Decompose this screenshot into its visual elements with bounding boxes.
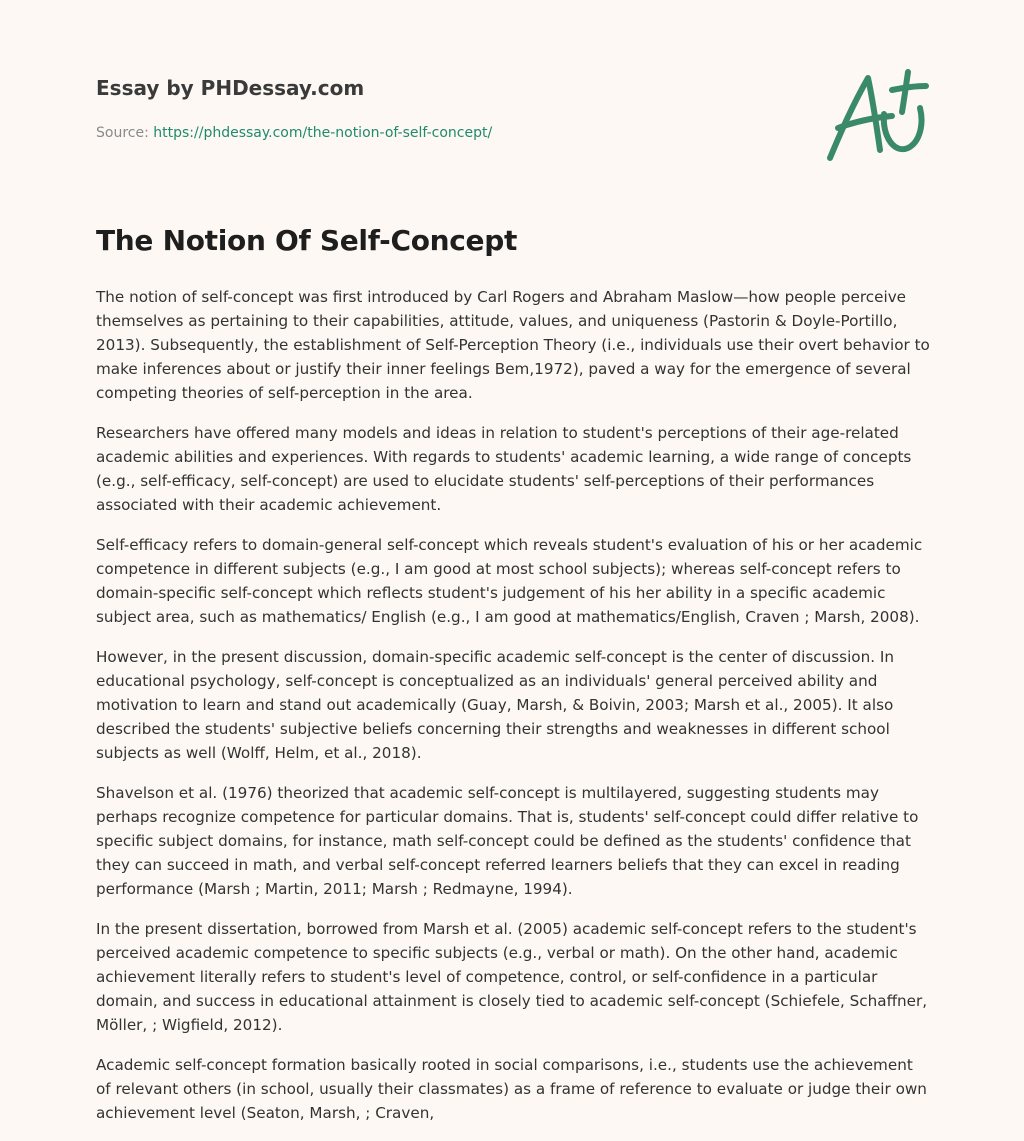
a-plus-logo-icon bbox=[822, 66, 932, 166]
essay-paragraph: Self-efficacy refers to domain-general self-concept which reveals student's evaluation of his or her academic competence in different subjects (e.g., I am good at most school subjects); whereas self-concept refers to domain-specific self-concept which reflects student's judgement of his her ability in a specific academic subject area, such as mathematics/ English (e.g., I am good at mathematics/English, Craven ; Marsh, 2008). bbox=[96, 536, 923, 626]
essay-paragraph: Academic self-concept formation basically rooted in social comparisons, i.e., students use the achievement of relevant others (in school, usually their classmates) as a frame of reference to evaluate or judge their own achievement level (Seaton, Marsh, ; Craven, bbox=[96, 1056, 927, 1122]
site-brand: Essay by PHDessay.com bbox=[96, 76, 365, 100]
essay-paragraph: Researchers have offered many models and ideas in relation to student's perceptions of their age-related academic abilities and experiences. With regards to students' academic learning, a wide range of concepts (e.g., self-efficacy, self-concept) are used to elucidate students' self-perceptions of their performances associated with their academic achievement. bbox=[96, 424, 912, 514]
source-label: Source: bbox=[96, 125, 149, 141]
essay-paragraph: In the present dissertation, borrowed from Marsh et al. (2005) academic self-concept refers to the student's perceived academic competence to specific subjects (e.g., verbal or math). On the other hand, academic achievement literally refers to student's level of competence, control, or self-confidence in a particular domain, and success in educational attainment is closely tied to academic self-concept (Schiefele, Schaffner, Möller, ; Wigfield, 2012). bbox=[96, 920, 928, 1034]
essay-body bbox=[96, 285, 930, 1141]
essay-paragraph: The notion of self-concept was first introduced by Carl Rogers and Abraham Maslow—how people perceive themselves as pertaining to their capabilities, attitude, values, and uniqueness (Pastorin & Doyle-Portillo, 2013). Subsequently, the establishment of Self-Perception Theory (i.e., individuals use their overt behavior to make inferences about or justify their inner feelings Bem,1972), paved a way for the emergence of several competing theories of self-perception in the area. bbox=[96, 288, 930, 402]
essay-paragraph: Shavelson et al. (1976) theorized that academic self-concept is multilayered, suggesting students may perhaps recognize competence for particular domains. That is, students' self-concept could differ relative to specific subject domains, for instance, math self-concept could be defined as the students' confidence that they can succeed in math, and verbal self-concept referred learners beliefs that they can excel in reading performance (Marsh ; Martin, 2011; Marsh ; Redmayne, 1994). bbox=[96, 784, 919, 898]
source-line bbox=[96, 125, 492, 141]
essay-paragraph: However, in the present discussion, domain-specific academic self-concept is the center of discussion. In educational psychology, self-concept is conceptualized as an individuals' general perceived ability and motivation to learn and stand out academically (Guay, Marsh, & Boivin, 2003; Marsh et al., 2005). It also described the students' subjective beliefs concerning their strengths and weaknesses in different school subjects as well (Wolff, Helm, et al., 2018). bbox=[96, 648, 894, 762]
source-link[interactable]: https://phdessay.com/the-notion-of-self-concept/ bbox=[153, 125, 493, 141]
essay-title: The Notion Of Self-Concept bbox=[96, 224, 518, 257]
